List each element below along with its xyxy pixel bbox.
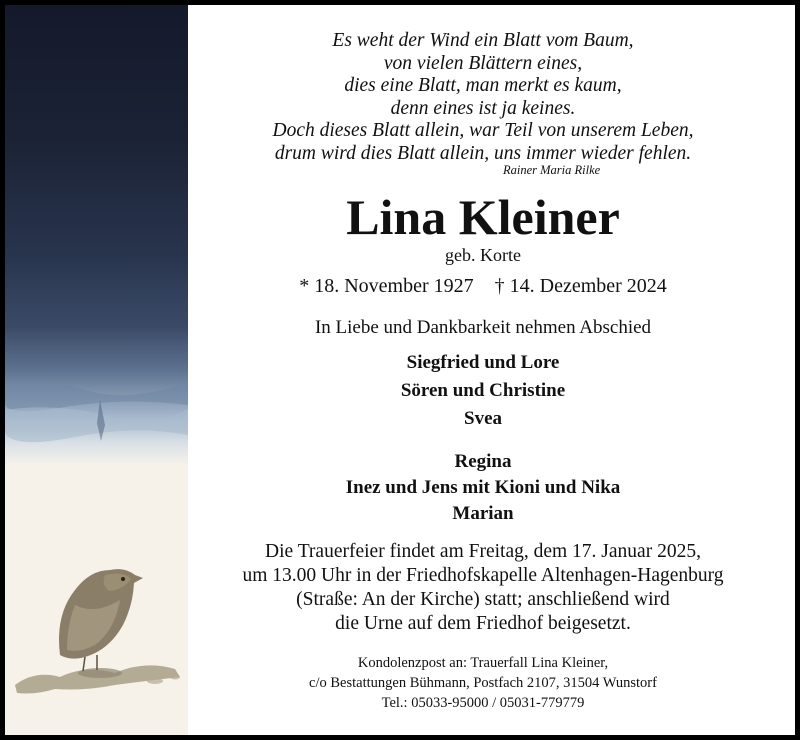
- poem-author: Rainer Maria Rilke: [503, 163, 601, 177]
- service-line: um 13.00 Uhr in der Friedhofskapelle Altenhagen-Hagenburg: [242, 565, 724, 586]
- poem-line: drum wird dies Blatt allein, uns immer wieder fehlen.: [274, 142, 692, 164]
- death-date: † 14. Dezember 2024: [494, 275, 667, 297]
- poem-line: von vielen Blättern eines,: [383, 52, 583, 74]
- poem-line: Es weht der Wind ein Blatt vom Baum,: [332, 30, 634, 51]
- mourners-group-1: [188, 349, 778, 433]
- poem-line: denn eines ist ja keines.: [390, 97, 576, 119]
- poem-line: Doch dieses Blatt allein, war Teil von unserem Leben,: [272, 120, 694, 141]
- service-line: Die Trauerfeier findet am Freitag, dem 17. Januar 2025,: [265, 541, 701, 562]
- contact-line: c/o Bestattungen Bühmann, Postfach 2107, 31504 Wunstorf: [309, 675, 657, 691]
- condolence-contact: [188, 653, 778, 713]
- mourners-group-2: [188, 449, 778, 527]
- contact-line: Kondolenzpost an: Trauerfall Lina Kleiner,: [357, 655, 609, 671]
- deceased-name: Lina Kleiner: [346, 189, 620, 245]
- mourner: Siegfried und Lore: [406, 352, 560, 373]
- contact-line: Tel.: 05033-95000 / 05031-779779: [381, 695, 585, 711]
- mourner: Sören und Christine: [400, 380, 566, 401]
- maiden-name: geb. Korte: [445, 245, 521, 265]
- mourner: Regina: [454, 451, 512, 472]
- mourner: Marian: [452, 503, 514, 524]
- watercolor-illustration: [5, 5, 188, 735]
- life-dates: [188, 275, 778, 298]
- funeral-service-info: [188, 540, 778, 636]
- obituary-frame: [5, 5, 795, 735]
- service-line: die Urne auf dem Friedhof beigesetzt.: [335, 613, 631, 634]
- poem: [188, 30, 778, 165]
- poem-line: dies eine Blatt, man merkt es kaum,: [344, 75, 622, 96]
- birth-date: * 18. November 1927: [299, 275, 474, 297]
- mourner: Svea: [464, 408, 502, 429]
- mourner: Inez und Jens mit Kioni und Nika: [345, 477, 621, 498]
- farewell-intro: In Liebe und Dankbarkeit nehmen Abschied: [314, 317, 652, 338]
- obituary-text: [188, 5, 795, 735]
- service-line: (Straße: An der Kirche) statt; anschließend wird: [296, 589, 670, 610]
